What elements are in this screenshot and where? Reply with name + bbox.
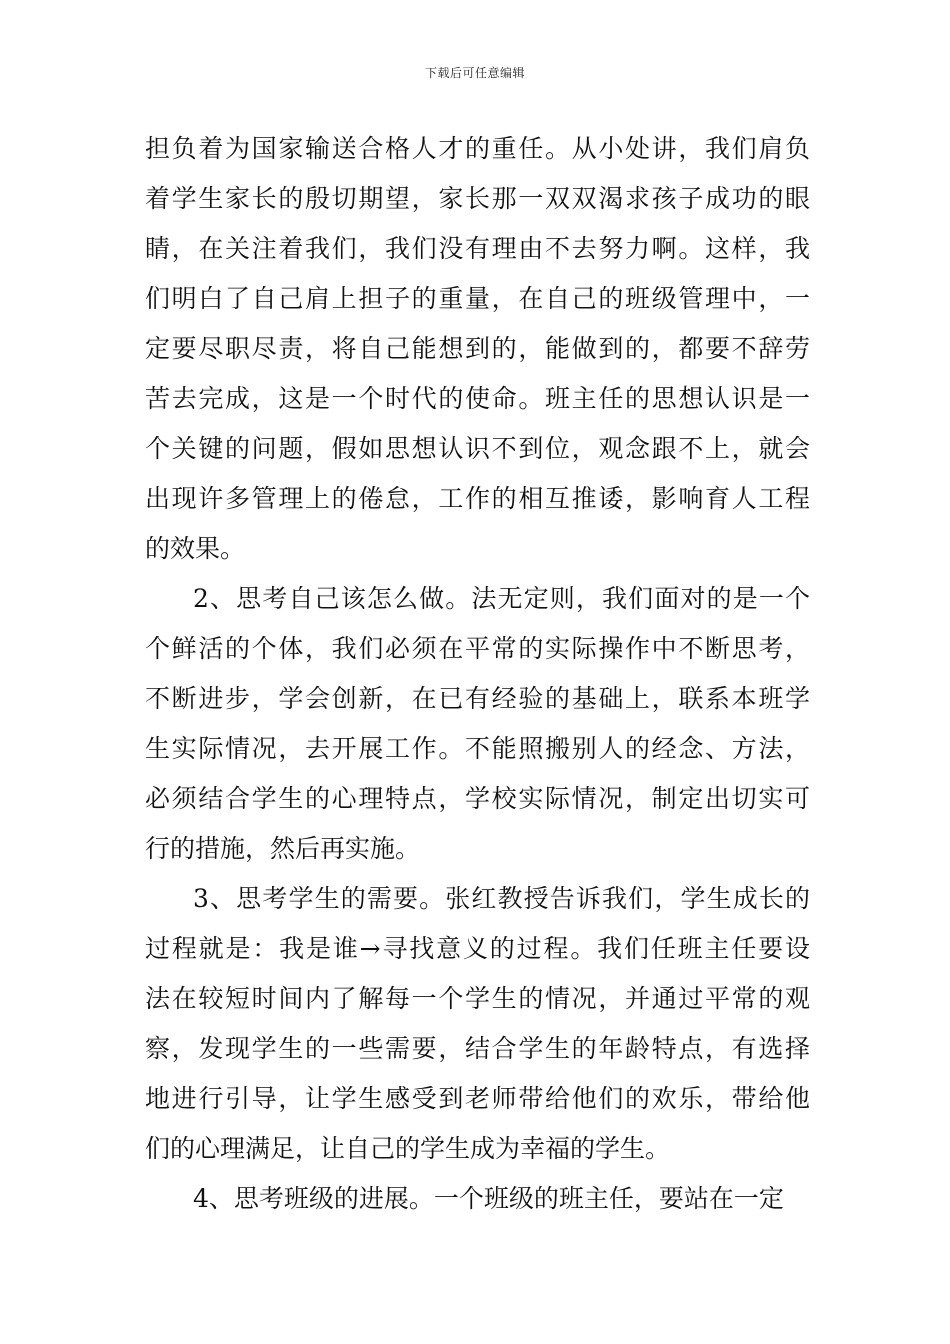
paragraph [145, 574, 810, 874]
text-line: 们的心理满足，让自己的学生成为幸福的学生。 [145, 1134, 671, 1163]
text-line: 睛，在关注着我们，我们没有理由不去努力啊。这样，我 [145, 234, 810, 263]
text-line: 必须结合学生的心理特点，学校实际情况，制定出切实可 [145, 784, 810, 813]
text-line: 的效果。 [145, 534, 246, 563]
text-line: 3、思考学生的需要。张红教授告诉我们，学生成长的 [193, 884, 810, 913]
text-line: 们明白了自己肩上担子的重量，在自己的班级管理中，一 [145, 284, 810, 313]
text-line: 4、思考班级的进展。一个班级的班主任，要站在一定 [193, 1184, 784, 1213]
text-line: 法在较短时间内了解每一个学生的情况，并通过平常的观 [145, 984, 810, 1013]
text-line: 个关键的问题，假如思想认识不到位，观念跟不上，就会 [145, 434, 810, 463]
page-header: 下载后可任意编辑 [424, 66, 525, 80]
text-line: 行的措施，然后再实施。 [145, 834, 421, 863]
text-line: 2、思考自己该怎么做。法无定则，我们面对的是一个 [193, 584, 810, 613]
paragraph [145, 124, 810, 574]
paragraph [145, 1174, 810, 1224]
text-line: 地进行引导，让学生感受到老师带给他们的欢乐，带给他 [145, 1084, 810, 1113]
text-line: 定要尽职尽责，将自己能想到的，能做到的，都要不辞劳 [145, 334, 810, 363]
text-line: 生实际情况，去开展工作。不能照搬别人的经念、方法， [145, 734, 810, 763]
text-line: 苦去完成，这是一个时代的使命。班主任的思想认识是一 [145, 384, 810, 413]
text-line: 不断进步，学会创新，在已有经验的基础上，联系本班学 [145, 684, 810, 713]
text-line: 察，发现学生的一些需要，结合学生的年龄特点，有选择 [145, 1034, 810, 1063]
text-line: 个鲜活的个体，我们必须在平常的实际操作中不断思考， [145, 634, 810, 663]
text-line: 过程就是：我是谁→寻找意义的过程。我们任班主任要设 [145, 934, 810, 963]
text-line: 担负着为国家输送合格人才的重任。从小处讲，我们肩负 [145, 134, 810, 163]
text-line: 出现许多管理上的倦怠，工作的相互推诿，影响育人工程 [145, 484, 810, 513]
document-body [145, 124, 810, 1224]
paragraph [145, 874, 810, 1174]
text-line: 着学生家长的殷切期望，家长那一双双渴求孩子成功的眼 [145, 184, 810, 213]
